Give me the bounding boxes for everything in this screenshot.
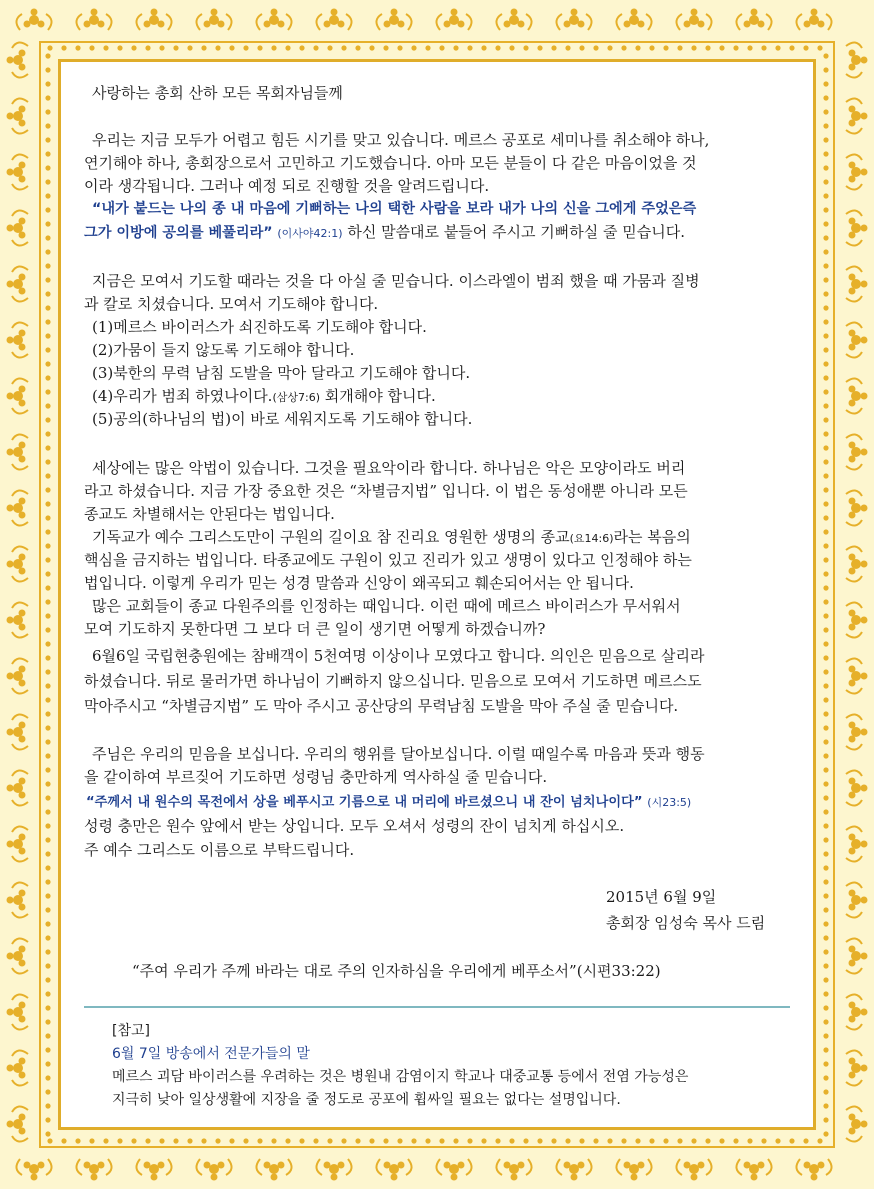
prayer-item: (1)메르스 바이러스가 쇠진하도록 기도해야 합니다.	[92, 318, 427, 336]
verse-psalm-ref: (시23:5)	[647, 796, 692, 809]
paragraph-6-line: 6월6일 국립현충원에는 참배객이 5천여명 이상이나 모였다고 합니다. 의인은 믿음으로 살리라	[92, 647, 705, 665]
prayer-4-text: (4)우리가 범죄 하였나이다.	[92, 387, 273, 405]
paragraph-5-line: 모여 기도하지 못한다면 그 보다 더 큰 일이 생기면 어떻게 하겠습니까?	[84, 620, 546, 638]
note-heading: [참고]	[112, 1023, 150, 1039]
prayer-4-tail: 회개해야 합니다.	[320, 387, 436, 405]
verse-isaiah-tail: 하신 말씀대로 붙들어 주시고 기뻐하실 줄 믿습니다.	[342, 223, 685, 241]
prayer-item: (2)가뭄이 들지 않도록 기도해야 합니다.	[92, 341, 355, 359]
paragraph-8-line: 주 예수 그리스도 이름으로 부탁드립니다.	[84, 841, 355, 859]
verse-isaiah-ref: (이사야42:1)	[277, 227, 343, 240]
paragraph-2-line: 과 칼로 치셨습니다. 모여서 기도해야 합니다.	[84, 295, 379, 313]
paragraph-4-ref: (요14:6)	[569, 532, 614, 545]
divider	[84, 1006, 790, 1008]
paragraph-1-line: 이라 생각됩니다. 그러나 예정 되로 진행할 것을 알려드립니다.	[84, 177, 490, 195]
prayer-item	[92, 385, 436, 409]
closing-verse: “주여 우리가 주께 바라는 대로 주의 인자하심을 우리에게 베푸소서”(시편33:22)	[132, 962, 661, 980]
letter-date: 2015년 6월 9일	[606, 888, 717, 906]
paragraph-6-line: 하셨습니다. 뒤로 물러가면 하나님이 기뻐하지 않으십니다. 믿음으로 모여서 기도하면 메르스도	[84, 672, 702, 690]
paragraph-6-line: 막아주시고 “차별금지법” 도 막아 주시고 공산당의 무력남침 도발을 막아 주실 줄 믿습니다.	[84, 697, 679, 715]
paragraph-1-line: 우리는 지금 모두가 어렵고 힘든 시기를 맞고 있습니다. 메르스 공포로 세미나를 취소해야 하나,	[92, 131, 710, 149]
prayer-4-ref: (삼상7:6)	[272, 391, 320, 404]
paragraph-3-line: 종교도 차별해서는 안된다는 법입니다.	[84, 505, 335, 523]
paragraph-7-line: 주님은 우리의 믿음을 보십니다. 우리의 행위를 달아보십니다. 이럴 때일수록 마음과 뜻과 행동	[92, 745, 705, 763]
paragraph-3-line: 라고 하셨습니다. 지금 가장 중요한 것은 “차별금지법” 입니다. 이 법은 동성애뿐 아니라 모든	[84, 482, 688, 500]
prayer-item: (3)북한의 무력 남침 도발을 막아 달라고 기도해야 합니다.	[92, 364, 471, 382]
paragraph-4-line: 법입니다. 이렇게 우리가 믿는 성경 말씀과 신앙이 왜곡되고 훼손되어서는 안 됩니다.	[84, 574, 634, 592]
greeting: 사랑하는 총회 산하 모든 목회자님들께	[92, 84, 343, 102]
note-subheading: 6월 7일 방송에서 전문가들의 말	[112, 1046, 310, 1062]
verse-psalm	[86, 790, 691, 814]
paragraph-3-line: 세상에는 많은 악법이 있습니다. 그것을 필요악이라 합니다. 하나님은 악은 모양이라도 버리	[92, 459, 686, 477]
verse-isaiah-line-2	[84, 221, 685, 245]
paragraph-4-tail: 라는 복음의	[613, 528, 691, 546]
paragraph-7-line: 을 같이하여 부르짖어 기도하면 성령님 충만하게 역사하실 줄 믿습니다.	[84, 768, 548, 786]
paragraph-8-line: 성령 충만은 원수 앞에서 받는 상입니다. 모두 오셔서 성령의 잔이 넘치게 하십시오.	[84, 817, 625, 835]
prayer-item: (5)공의(하나님의 법)이 바로 세워지도록 기도해야 합니다.	[92, 410, 473, 428]
paragraph-2-line: 지금은 모여서 기도할 때라는 것을 다 아실 줄 믿습니다. 이스라엘이 범죄 했을 때 가뭄과 질병	[92, 272, 700, 290]
verse-isaiah-line-1: “내가 붙드는 나의 종 내 마음에 기뻐하는 나의 택한 사람을 보라 내가 나의 신을 그에게 주었은즉	[92, 201, 697, 217]
paragraph-4-line: 핵심을 금지하는 법입니다. 타종교에도 구원이 있고 진리가 있고 생명이 있다고 인정해야 하는	[84, 551, 692, 569]
note-body-line: 메르스 괴담 바이러스를 우려하는 것은 병원내 감염이지 학교나 대중교통 등에서 전염 가능성은	[112, 1069, 689, 1085]
verse-isaiah-text: 그가 이방에 공의를 베풀리라”	[84, 225, 273, 241]
verse-psalm-text: “주께서 내 원수의 목전에서 상을 베푸시고 기름으로 내 머리에 바르셨으니 내 잔이 넘치나이다”	[86, 795, 643, 810]
paragraph-4-line	[92, 526, 691, 550]
paragraph-1-line: 연기해야 하나, 총회장으로서 고민하고 기도했습니다. 아마 모든 분들이 다 같은 마음이었을 것	[84, 154, 697, 172]
paragraph-5-line: 많은 교회들이 종교 다원주의를 인정하는 때입니다. 이런 때에 메르스 바이러스가 무서워서	[92, 597, 681, 615]
note-body-line: 지극히 낮아 일상생활에 지장을 줄 정도로 공포에 휩싸일 필요는 없다는 설명입니다.	[112, 1092, 621, 1108]
paragraph-4-text: 기독교가 예수 그리스도만이 구원의 길이요 참 진리요 영원한 생명의 종교	[92, 528, 570, 546]
letter-signature: 총회장 임성숙 목사 드림	[606, 914, 766, 932]
